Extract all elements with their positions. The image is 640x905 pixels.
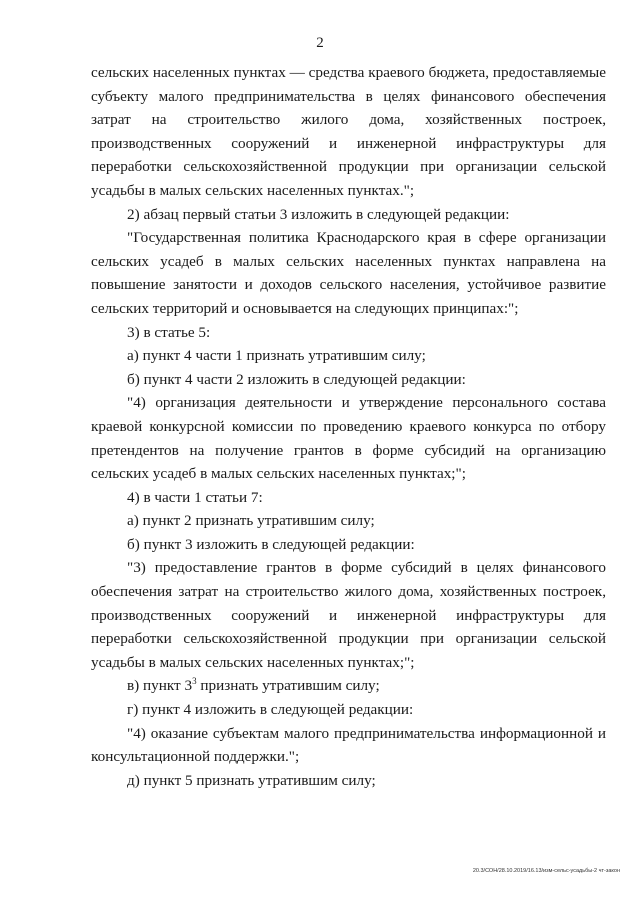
paragraph-15: д) пункт 5 признать утратившим силу; [127, 771, 376, 789]
paragraph-10: б) пункт 3 изложить в следующей редакции: [127, 535, 415, 553]
paragraph-12-tail: признать утратившим силу; [196, 677, 380, 695]
paragraph-9: а) пункт 2 признать утратившим силу; [127, 512, 375, 530]
paragraph-6: б) пункт 4 части 2 изложить в следующей редакции: [127, 370, 466, 388]
paragraph-12-superscript: 3 [192, 676, 197, 687]
paragraph-12-head: в) пункт 3 [127, 677, 193, 695]
document-body [91, 61, 606, 792]
footer-file-code: 20.3/СОН/28.10.2019/16.13/изм-сельс-усадьбы-2 чт-закон [472, 868, 620, 874]
paragraph-14: "4) оказание субъектам малого предпринимательства информационной и консультационной поддержки."; [91, 724, 606, 766]
paragraph-11: "3) предоставление грантов в форме субсидий в целях финансового обеспечения затрат на строительство жилого дома, хозяйственных построек, производственных сооружений и инженерной инфраструктуры для переработки сельскохозяйственной продукции при организации сельской усадьбы в малых сельских населенных пунктах;"; [91, 559, 606, 671]
page-number: 2 [316, 35, 324, 51]
paragraph-8: 4) в части 1 статьи 7: [127, 488, 263, 506]
paragraph-2: 2) абзац первый статьи 3 изложить в следующей редакции: [127, 205, 510, 223]
paragraph-3: "Государственная политика Краснодарского края в сфере организации сельских усадеб в малых сельских населенных пунктах направлена на повышение занятости и доходов сельского населения, устойчивое развитие сельских территорий и основывается на следующих принципах:"; [91, 229, 606, 317]
paragraph-1: сельских населенных пунктах — средства краевого бюджета, предоставляемые субъекту малого предпринимательства в целях финансового обеспечения затрат на строительство жилого дома, хозяйственных построек, производственных сооружений и инженерной инфраструктуры для переработки сельскохозяйственной продукции при организации сельской усадьбы в малых сельских населенных пунктах."; [91, 64, 606, 199]
paragraph-12 [91, 674, 606, 698]
paragraph-13: г) пункт 4 изложить в следующей редакции: [127, 701, 414, 719]
paragraph-7: "4) организация деятельности и утверждение персонального состава краевой конкурсной комиссии по проведению краевого конкурса по отбору претендентов на получение грантов в форме субсидий на организацию сельских усадеб в малых сельских населенных пунктах;"; [91, 394, 606, 483]
paragraph-5: а) пункт 4 части 1 признать утратившим силу; [127, 347, 426, 365]
paragraph-4: 3) в статье 5: [127, 323, 211, 341]
